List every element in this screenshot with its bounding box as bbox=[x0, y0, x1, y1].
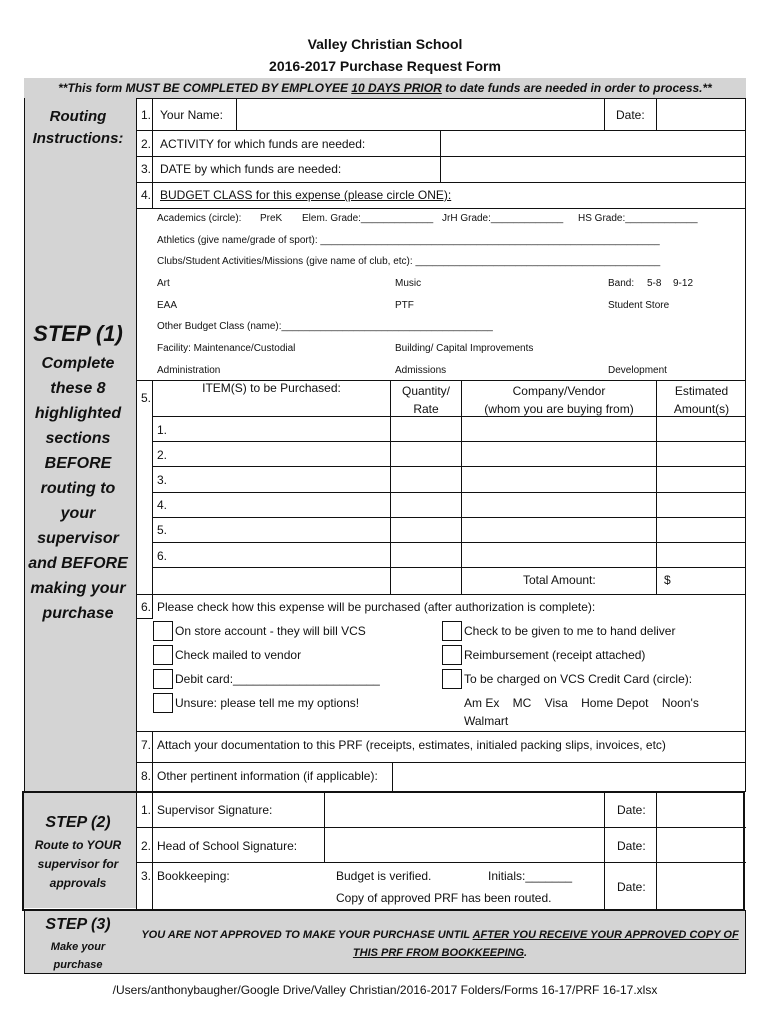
budget-music[interactable]: Music bbox=[395, 278, 422, 289]
supervisor-date-label: Date: bbox=[617, 803, 646, 817]
bookkeeping-date-field[interactable] bbox=[657, 863, 744, 908]
initials-field[interactable]: Initials:_______ bbox=[488, 869, 573, 883]
budget-other[interactable]: Other Budget Class (name):______________________________________ bbox=[157, 321, 493, 332]
col-items-header: ITEM(S) to be Purchased: bbox=[202, 381, 341, 395]
budget-band-5-8[interactable]: 5-8 bbox=[647, 278, 662, 289]
step1-title: STEP (1) bbox=[33, 321, 123, 346]
budget-clubs[interactable]: Clubs/Student Activities/Missions (give name of club, etc): ____________________________________________ bbox=[157, 256, 661, 267]
supervisor-signature-field[interactable] bbox=[325, 794, 603, 826]
opt-store-account: On store account - they will bill VCS bbox=[175, 624, 366, 638]
section1-number: 1. bbox=[141, 108, 152, 122]
step3-title: STEP (3) bbox=[45, 916, 111, 933]
routing-instructions: Routing Instructions: bbox=[32, 108, 124, 147]
budget-verified: Budget is verified. bbox=[336, 869, 432, 883]
checkbox-check-mailed[interactable] bbox=[153, 645, 173, 665]
bookkeeping-number: 3. bbox=[141, 869, 152, 883]
date-label: Date: bbox=[616, 108, 645, 122]
budget-building[interactable]: Building/ Capital Improvements bbox=[395, 343, 534, 354]
credit-card-walmart[interactable]: Walmart bbox=[464, 714, 509, 728]
col-amount-header: Estimated Amount(s) bbox=[673, 384, 730, 416]
checkbox-credit-card[interactable] bbox=[442, 669, 462, 689]
budget-development[interactable]: Development bbox=[608, 365, 667, 376]
total-amount-label: Total Amount: bbox=[523, 573, 596, 587]
budget-band-9-12[interactable]: 9-12 bbox=[673, 278, 694, 289]
bookkeeping-date-label: Date: bbox=[617, 880, 646, 894]
table-row[interactable]: 4. bbox=[157, 498, 168, 512]
col-vendor-header: Company/Vendor (whom you are buying from) bbox=[484, 384, 634, 416]
budget-athletics[interactable]: Athletics (give name/grade of sport): _____________________________________________________________ bbox=[157, 235, 660, 246]
section3-number: 3. bbox=[141, 162, 152, 176]
budget-hs-grade[interactable]: HS Grade:_____________ bbox=[578, 213, 698, 224]
table-row[interactable]: 1. bbox=[157, 423, 168, 437]
checkbox-debit-card[interactable] bbox=[153, 669, 173, 689]
head-date-field[interactable] bbox=[657, 828, 744, 861]
step1-instructions: Complete these 8 highlighted sections BEFORE routing to your supervisor and BEFORE making your purchase bbox=[28, 355, 128, 622]
documentation-label: Attach your documentation to this PRF (receipts, estimates, initialed packing slips, invoices, etc) bbox=[157, 738, 666, 752]
notice-text: **This form MUST BE COMPLETED BY EMPLOYEE 10 DAYS PRIOR to date funds are needed in order to process.** bbox=[58, 81, 712, 95]
head-date-label: Date: bbox=[617, 839, 646, 853]
supervisor-date-field[interactable] bbox=[657, 794, 744, 826]
opt-debit-card: Debit card:______________________ bbox=[175, 672, 380, 686]
other-info-label: Other pertinent information (if applicable): bbox=[157, 769, 378, 783]
table-row[interactable]: 6. bbox=[157, 549, 168, 563]
table-row[interactable]: 2. bbox=[157, 448, 168, 462]
section2-number: 2. bbox=[141, 137, 152, 151]
opt-credit-card: To be charged on VCS Credit Card (circle): bbox=[464, 672, 693, 686]
table-row[interactable]: 3. bbox=[157, 473, 168, 487]
checkbox-unsure[interactable] bbox=[153, 693, 173, 713]
budget-elem-grade[interactable]: Elem. Grade:_____________ bbox=[302, 213, 434, 224]
budget-facility[interactable]: Facility: Maintenance/Custodial bbox=[157, 343, 296, 354]
date-needed-label: DATE by which funds are needed: bbox=[160, 162, 342, 176]
bookkeeping-label: Bookkeeping: bbox=[157, 869, 230, 883]
budget-admissions[interactable]: Admissions bbox=[395, 365, 447, 376]
your-name-label: Your Name: bbox=[160, 108, 223, 122]
section7-number: 7. bbox=[141, 738, 152, 752]
step3-instructions: Make your purchase bbox=[50, 941, 106, 971]
budget-academics[interactable]: Academics (circle): bbox=[157, 213, 242, 224]
budget-eaa[interactable]: EAA bbox=[157, 300, 178, 311]
budget-jrh-grade[interactable]: JrH Grade:_____________ bbox=[442, 213, 564, 224]
opt-reimbursement: Reimbursement (receipt attached) bbox=[464, 648, 646, 662]
head-signature-field[interactable] bbox=[325, 828, 603, 861]
budget-ptf[interactable]: PTF bbox=[395, 300, 414, 311]
date-input[interactable] bbox=[657, 99, 745, 129]
col-qty-header: Quantity/ Rate bbox=[401, 384, 451, 416]
budget-art[interactable]: Art bbox=[157, 278, 170, 289]
form-frame bbox=[136, 98, 746, 792]
head-number: 2. bbox=[141, 839, 152, 853]
opt-check-hand-deliver: Check to be given to me to hand deliver bbox=[464, 624, 676, 638]
form-title: 2016-2017 Purchase Request Form bbox=[269, 58, 501, 74]
credit-card-options[interactable]: Am Ex MC Visa Home Depot Noon's bbox=[464, 696, 699, 710]
checkbox-store-account[interactable] bbox=[153, 621, 173, 641]
date-needed-input[interactable] bbox=[441, 157, 745, 181]
step2-title: STEP (2) bbox=[45, 814, 111, 831]
section5-number: 5. bbox=[141, 391, 152, 405]
budget-band: Band: bbox=[608, 278, 635, 289]
section6-number: 6. bbox=[141, 600, 152, 614]
total-amount-value[interactable]: $ bbox=[664, 573, 671, 587]
copy-routed: Copy of approved PRF has been routed. bbox=[336, 891, 552, 905]
checkbox-reimbursement[interactable] bbox=[442, 645, 462, 665]
supervisor-signature-label: Supervisor Signature: bbox=[157, 803, 273, 817]
head-signature-label: Head of School Signature: bbox=[157, 839, 298, 853]
payment-method-label: Please check how this expense will be purchased (after authorization is complete): bbox=[157, 600, 596, 614]
file-path-footer: /Users/anthonybaugher/Google Drive/Valley Christian/2016-2017 Folders/Forms 16-17/PRF 16-17.xlsx bbox=[112, 983, 658, 997]
activity-label: ACTIVITY for which funds are needed: bbox=[160, 137, 366, 151]
section8-number: 8. bbox=[141, 769, 152, 783]
section4-number: 4. bbox=[141, 188, 152, 202]
budget-prek[interactable]: PreK bbox=[260, 213, 283, 224]
your-name-input[interactable] bbox=[237, 99, 603, 129]
step3-notice: YOU ARE NOT APPROVED TO MAKE YOUR PURCHASE UNTIL AFTER YOU RECEIVE YOUR APPROVED COPY OF THIS PRF FROM BOOKKEEPING. bbox=[141, 929, 739, 959]
table-row[interactable]: 5. bbox=[157, 523, 168, 537]
opt-check-mailed: Check mailed to vendor bbox=[175, 648, 302, 662]
supervisor-number: 1. bbox=[141, 803, 152, 817]
other-info-input[interactable] bbox=[393, 763, 745, 791]
opt-unsure: Unsure: please tell me my options! bbox=[175, 696, 360, 710]
school-name: Valley Christian School bbox=[307, 36, 463, 52]
step2-instructions: Route to YOUR supervisor for approvals bbox=[34, 838, 122, 890]
activity-input[interactable] bbox=[441, 131, 745, 155]
budget-student-store[interactable]: Student Store bbox=[608, 300, 670, 311]
checkbox-check-hand-deliver[interactable] bbox=[442, 621, 462, 641]
budget-administration[interactable]: Administration bbox=[157, 365, 221, 376]
budget-class-label: BUDGET CLASS for this expense (please circle ONE): bbox=[160, 188, 452, 202]
